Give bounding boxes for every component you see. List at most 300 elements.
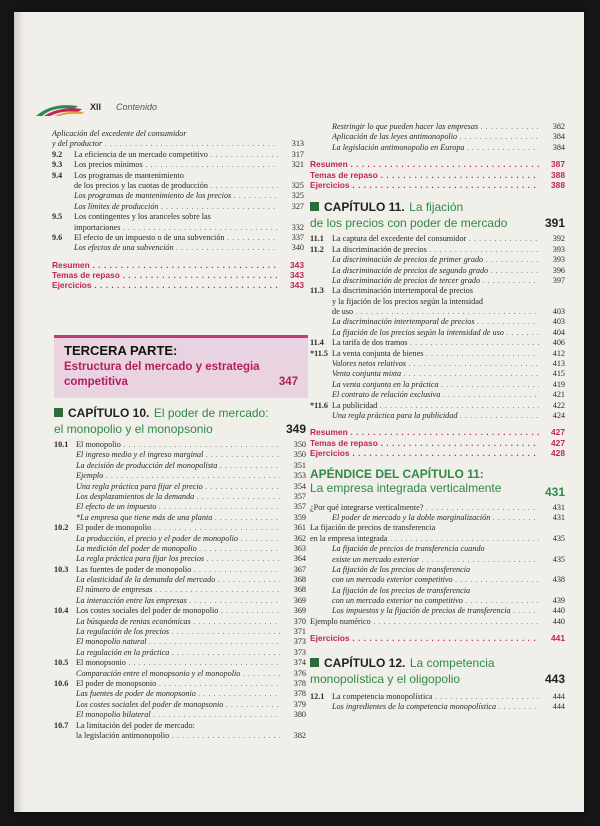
- toc-entry[interactable]: [310, 359, 565, 369]
- toc-entry[interactable]: [310, 180, 565, 190]
- entry-page: 435: [552, 554, 565, 564]
- entry-title: La tarifa de dos tramos . . .: [332, 338, 539, 348]
- section-number: 11.3: [310, 286, 324, 296]
- entry-title: Temas de repaso . . .: [310, 170, 539, 180]
- toc-entry[interactable]: [54, 637, 306, 647]
- entry-title: Resumen . . .: [310, 427, 539, 437]
- entry-title: La eficiencia de un mercado competitivo . . .: [74, 150, 278, 160]
- toc-entry[interactable]: [310, 276, 565, 286]
- toc-entry[interactable]: [52, 181, 304, 191]
- entry-title: La discriminación de precios de tercer grado . . .: [332, 276, 539, 286]
- part-three-banner[interactable]: [54, 335, 308, 398]
- section-number: 9.2: [52, 149, 63, 159]
- entry-title: La fijación de precios de transferencia cuando: [332, 544, 485, 554]
- toc-right-column: [310, 122, 565, 712]
- entry-title: El ingreso medio y el ingreso marginal . . .: [76, 450, 280, 460]
- toc-entry[interactable]: [310, 297, 565, 307]
- section-number: 10.6: [54, 678, 69, 688]
- book-page: [14, 12, 584, 812]
- section-number: 9.6: [52, 232, 63, 242]
- entry-title: Ejemplo . . .: [76, 471, 280, 481]
- entry-page: 422: [552, 400, 565, 410]
- entry-page: 393: [552, 255, 565, 265]
- entry-title: Los ingredientes de la competencia monopolística . . .: [332, 702, 539, 712]
- chapter10-block: [54, 404, 306, 741]
- entry-title: La producción, el precio y el poder de monopolio . . .: [76, 534, 280, 544]
- toc-entry[interactable]: [52, 270, 304, 280]
- toc-entry[interactable]: [310, 617, 565, 627]
- entry-title: El efecto de un impuesto o de una subvención . . .: [74, 233, 278, 243]
- entry-page: 428: [551, 448, 565, 459]
- section-number: 9.4: [52, 170, 63, 180]
- entry-page: 382: [293, 730, 306, 740]
- section-number: 11.2: [310, 244, 324, 254]
- toc-entry[interactable]: [54, 606, 306, 616]
- toc-entry[interactable]: [310, 555, 565, 565]
- appendix11-heading[interactable]: [310, 467, 565, 499]
- chapter11-title-line2: de los precios con poder de mercado: [310, 216, 508, 231]
- entry-title: de los precios y las cuotas de producción . . .: [74, 181, 278, 191]
- entry-page: 384: [552, 132, 565, 142]
- part-subtitle-line2: competitiva: [64, 376, 128, 388]
- entry-page: 440: [552, 616, 565, 626]
- entry-title: y la fijación de los precios según la intensidad: [332, 296, 483, 306]
- toc-entry[interactable]: [310, 513, 565, 523]
- entry-page: 421: [552, 390, 565, 400]
- entry-page: 404: [552, 327, 565, 337]
- chapter10-heading[interactable]: [54, 404, 306, 436]
- toc-entry[interactable]: [310, 401, 565, 411]
- entry-page: 438: [552, 575, 565, 585]
- toc-entry[interactable]: [52, 139, 304, 149]
- appendix11-title-line2: La empresa integrada verticalmente: [310, 480, 502, 495]
- entry-page: 325: [291, 191, 304, 201]
- entry-title: *La empresa que tiene más de una planta . . .: [76, 513, 280, 523]
- entry-page: 369: [293, 606, 306, 616]
- entry-page: 384: [552, 142, 565, 152]
- entry-page: 378: [293, 689, 306, 699]
- toc-entry[interactable]: [310, 692, 565, 702]
- entry-title: Ejercicios . . .: [310, 633, 539, 643]
- entry-title: Ejemplo numérico . . .: [310, 617, 539, 627]
- entry-page: 369: [293, 595, 306, 605]
- entry-page: 367: [293, 564, 306, 574]
- toc-entry[interactable]: [54, 450, 306, 460]
- page-number: XII: [90, 102, 102, 112]
- entry-title: El número de empresas . . .: [76, 585, 280, 595]
- toc-entry[interactable]: [54, 461, 306, 471]
- entry-page: 357: [293, 491, 306, 501]
- section-number: 10.2: [54, 523, 69, 533]
- entry-title: Ejercicios . . .: [310, 448, 539, 458]
- entry-title: Los desplazamientos de la demanda . . .: [76, 492, 280, 502]
- entry-title: Los efectos de una subvención . . .: [74, 243, 278, 253]
- toc-entry[interactable]: [54, 679, 306, 689]
- entry-page: 364: [293, 554, 306, 564]
- toc-entry[interactable]: [52, 171, 304, 181]
- section-number: 10.3: [54, 564, 69, 574]
- toc-entry[interactable]: [310, 596, 565, 606]
- entry-title: El monopolio bilateral . . .: [76, 710, 280, 720]
- entry-page: 313: [291, 139, 304, 149]
- chapter11-entries: [310, 234, 565, 458]
- entry-title: Una regla práctica para la publicidad . . .: [332, 411, 539, 421]
- entry-page: 397: [552, 275, 565, 285]
- toc-entry[interactable]: [52, 233, 304, 243]
- entry-title: La regulación de los precios . . .: [76, 627, 280, 637]
- entry-title: Los programas de mantenimiento de los precios . . .: [74, 191, 278, 201]
- entry-title: Temas de repaso . . .: [310, 438, 539, 448]
- entry-page: 419: [552, 379, 565, 389]
- entry-title: Restringir lo que pueden hacer las empresas . . .: [332, 122, 539, 132]
- toc-entry[interactable]: [310, 606, 565, 616]
- chapter-marker-icon: [54, 408, 63, 417]
- toc-entry[interactable]: [52, 129, 304, 139]
- entry-page: 362: [293, 533, 306, 543]
- entry-title: La interacción entre las empresas . . .: [76, 596, 280, 606]
- entry-title: El contrato de relación exclusiva . . .: [332, 390, 539, 400]
- entry-title: La discriminación intertemporal de precios . . .: [332, 317, 539, 327]
- appendix11-title-line1: APÉNDICE DEL CAPÍTULO 11:: [310, 466, 484, 481]
- toc-entry[interactable]: [52, 280, 304, 290]
- toc-entry[interactable]: [54, 710, 306, 720]
- entry-page: 373: [293, 647, 306, 657]
- entry-title: Los impuestos y la fijación de precios de transferencia . . .: [332, 606, 539, 616]
- entry-title: Los precios mínimos . . .: [74, 160, 278, 170]
- chapter12-heading[interactable]: [310, 654, 565, 686]
- entry-title: La discriminación de precios . . .: [332, 245, 539, 255]
- toc-section-chapter10-end: [310, 122, 565, 190]
- toc-entry[interactable]: [54, 700, 306, 710]
- entry-page: 343: [290, 280, 304, 291]
- entry-page: 378: [293, 678, 306, 688]
- toc-entry[interactable]: [54, 721, 306, 731]
- entry-title: La búsqueda de rentas económicas . . .: [76, 617, 280, 627]
- entry-page: 382: [552, 122, 565, 131]
- toc-entry[interactable]: [310, 565, 565, 575]
- entry-title: ¿Por qué integrarse verticalmente? . . .: [310, 503, 539, 513]
- entry-title: Los límites de producción . . .: [74, 202, 278, 212]
- toc-entry[interactable]: [310, 575, 565, 585]
- entry-title: El poder de monopsonio . . .: [76, 679, 280, 689]
- entry-title: importaciones . . .: [74, 223, 278, 233]
- chapter12-title-line1: La competencia: [409, 655, 495, 670]
- chapter10-label: CAPÍTULO 10.: [68, 406, 150, 420]
- toc-entry[interactable]: [310, 633, 565, 643]
- entry-page: 396: [552, 265, 565, 275]
- entry-title: La regla práctica para fijar los precios . . .: [76, 554, 280, 564]
- toc-entry[interactable]: [310, 170, 565, 180]
- entry-title: La fijación de precios de transferencia: [310, 523, 436, 533]
- entry-page: 350: [293, 440, 306, 449]
- toc-entry[interactable]: [310, 266, 565, 276]
- toc-entry[interactable]: [310, 586, 565, 596]
- entry-page: 343: [290, 259, 304, 270]
- section-number: 10.7: [54, 720, 69, 730]
- toc-entry[interactable]: [310, 132, 565, 142]
- entry-title: Aplicación del excedente del consumidor: [52, 129, 187, 138]
- entry-title: Las fuentes de poder de monopolio . . .: [76, 565, 280, 575]
- chapter12-label: CAPÍTULO 12.: [324, 655, 406, 670]
- toc-entry[interactable]: [54, 689, 306, 699]
- entry-page: 393: [552, 244, 565, 254]
- toc-entry[interactable]: [52, 223, 304, 233]
- toc-entry[interactable]: [310, 338, 565, 348]
- entry-title: Venta conjunta mixta . . .: [332, 369, 539, 379]
- toc-entry[interactable]: [54, 575, 306, 585]
- toc-entry[interactable]: [310, 380, 565, 390]
- part-subtitle-line1: Estructura del mercado y estrategia: [64, 361, 260, 373]
- appendix11-page: 431: [544, 484, 565, 499]
- section-number: 9.5: [52, 212, 63, 222]
- toc-entry[interactable]: [310, 427, 565, 437]
- entry-title: Ejercicios . . .: [52, 280, 278, 290]
- entry-title: con un mercado exterior competitivo . . .: [332, 575, 539, 585]
- entry-page: 413: [552, 359, 565, 369]
- entry-title: La elasticidad de la demanda del mercado . . .: [76, 575, 280, 585]
- entry-page: 340: [291, 243, 304, 253]
- part-title: TERCERA PARTE:: [64, 343, 178, 358]
- toc-entry[interactable]: [52, 150, 304, 160]
- entry-title: Resumen . . .: [310, 159, 539, 169]
- entry-title: Los costes sociales del poder de monopolio . . .: [76, 606, 280, 616]
- entry-title: La decisión de producción del monopolista . . .: [76, 461, 280, 471]
- part-page-number: 347: [278, 376, 298, 388]
- entry-title: El monopolio . . .: [76, 440, 280, 450]
- entry-title: La limitación del poder de mercado:: [76, 720, 195, 730]
- entry-page: 354: [293, 481, 306, 491]
- toc-entry[interactable]: [54, 471, 306, 481]
- entry-page: 387: [551, 159, 565, 170]
- section-number: 11.4: [310, 338, 324, 348]
- toc-entry[interactable]: [54, 492, 306, 502]
- toc-entry[interactable]: [310, 390, 565, 400]
- entry-page: 327: [291, 201, 304, 211]
- entry-page: 373: [293, 637, 306, 647]
- toc-entry[interactable]: [54, 482, 306, 492]
- section-number: 12.1: [310, 691, 325, 701]
- entry-page: 431: [552, 512, 565, 522]
- entry-title: y del productor . . .: [52, 139, 278, 149]
- toc-entry[interactable]: [54, 596, 306, 606]
- toc-entry[interactable]: [54, 669, 306, 679]
- toc-left-column: [52, 129, 304, 291]
- toc-entry[interactable]: [310, 503, 565, 513]
- toc-entry[interactable]: [310, 286, 565, 296]
- chapter-marker-icon: [310, 658, 319, 667]
- entry-title: de uso . . .: [332, 307, 539, 317]
- entry-title: Aplicación de las leyes antimonopolio . . .: [332, 132, 539, 142]
- toc-entry[interactable]: [54, 658, 306, 668]
- entry-page: 353: [293, 471, 306, 481]
- entry-page: 415: [552, 369, 565, 379]
- toc-entry[interactable]: [54, 523, 306, 533]
- section-number: *11.6: [310, 400, 328, 410]
- toc-entry[interactable]: [310, 448, 565, 458]
- entry-page: 380: [293, 710, 306, 720]
- toc-entry[interactable]: [54, 513, 306, 523]
- toc-entry[interactable]: [310, 143, 565, 153]
- entry-page: 368: [293, 575, 306, 585]
- toc-entry[interactable]: [310, 523, 565, 533]
- chapter11-page: 391: [544, 216, 565, 231]
- section-number: *11.5: [310, 348, 328, 358]
- toc-entry[interactable]: [310, 255, 565, 265]
- toc-entry[interactable]: [310, 234, 565, 244]
- toc-entry[interactable]: [310, 534, 565, 544]
- entry-title: Los contingentes y los aranceles sobre las: [74, 212, 211, 222]
- entry-page: 376: [293, 668, 306, 678]
- entry-page: 317: [291, 149, 304, 159]
- toc-entry[interactable]: [310, 544, 565, 554]
- entry-page: 427: [551, 427, 565, 438]
- toc-entry[interactable]: [310, 702, 565, 712]
- toc-entry[interactable]: [52, 212, 304, 222]
- entry-page: 403: [552, 307, 565, 317]
- toc-entry[interactable]: [52, 160, 304, 170]
- chapter10-entries: [54, 440, 306, 741]
- toc-entry[interactable]: [54, 617, 306, 627]
- entry-title: La fijación de los precios según la intensidad de uso . . .: [332, 328, 539, 338]
- toc-entry[interactable]: [52, 202, 304, 212]
- entry-page: 403: [552, 317, 565, 327]
- chapter11-title-line1: La fijación: [409, 200, 464, 215]
- entry-page: 325: [291, 180, 304, 190]
- entry-title: El poder de monopolio . . .: [76, 523, 280, 533]
- entry-page: 374: [293, 658, 306, 668]
- chapter12-page: 443: [544, 671, 565, 686]
- entry-title: Una regla práctica para fijar el precio . . .: [76, 482, 280, 492]
- entry-title: la legislación antimonopolio . . .: [76, 731, 280, 741]
- page-binding-shadow: [14, 12, 24, 812]
- entry-title: La discriminación intertemporal de precios: [332, 286, 473, 296]
- entry-page: 439: [552, 596, 565, 606]
- entry-title: La venta conjunta en la práctica . . .: [332, 380, 539, 390]
- chapter12-title-line2: monopolística y el oligopolio: [310, 671, 461, 686]
- toc-entry[interactable]: [310, 328, 565, 338]
- toc-entry[interactable]: [54, 648, 306, 658]
- toc-entry[interactable]: [310, 369, 565, 379]
- entry-page: 406: [552, 338, 565, 348]
- entry-page: 368: [293, 585, 306, 595]
- entry-page: 388: [551, 169, 565, 180]
- chapter11-label: CAPÍTULO 11.: [324, 200, 405, 215]
- entry-title: existe un mercado exterior . . .: [332, 555, 539, 565]
- toc-entry[interactable]: [52, 260, 304, 270]
- entry-page: 343: [290, 270, 304, 281]
- entry-page: 435: [552, 533, 565, 543]
- entry-title: La legislación antimonopolio en Europa . . .: [332, 143, 539, 153]
- entry-page: 424: [552, 410, 565, 420]
- toc-entry[interactable]: [52, 191, 304, 201]
- section-number: 9.3: [52, 160, 63, 170]
- entry-page: 337: [291, 232, 304, 242]
- entry-title: La discriminación de precios de segundo grado . . .: [332, 266, 539, 276]
- entry-title: Los costes sociales del poder de monopsonio . . .: [76, 700, 280, 710]
- toc-entry[interactable]: [310, 411, 565, 421]
- section-number: 10.5: [54, 658, 69, 668]
- toc-entry[interactable]: [310, 122, 565, 132]
- entry-page: 431: [552, 502, 565, 512]
- entry-page: 361: [293, 523, 306, 533]
- entry-title: La regulación en la práctica . . .: [76, 648, 280, 658]
- chapter12-entries: [310, 692, 565, 713]
- toc-entry[interactable]: [310, 159, 565, 169]
- entry-title: La medición del poder de monopolio . . .: [76, 544, 280, 554]
- entry-page: 440: [552, 606, 565, 616]
- toc-entry[interactable]: [310, 349, 565, 359]
- toc-entry[interactable]: [54, 440, 306, 450]
- running-title: Contenido: [116, 102, 158, 112]
- entry-page: 388: [551, 179, 565, 190]
- entry-title: Temas de repaso . . .: [52, 270, 278, 280]
- entry-title: El efecto de un impuesto . . .: [76, 502, 280, 512]
- entry-title: La fijación de los precios de transferencia: [332, 564, 471, 574]
- entry-page: 351: [293, 460, 306, 470]
- entry-page: 412: [552, 348, 565, 358]
- entry-title: La venta conjunta de bienes . . .: [332, 349, 539, 359]
- toc-entry[interactable]: [54, 565, 306, 575]
- chapter10-title-line1: El poder de mercado:: [153, 406, 269, 420]
- toc-entry[interactable]: [54, 554, 306, 564]
- toc-entry[interactable]: [54, 534, 306, 544]
- entry-page: 444: [552, 691, 565, 701]
- toc-section-chapter9-end: [52, 129, 304, 291]
- entry-title: Valores netos relativos . . .: [332, 359, 539, 369]
- entry-page: 379: [293, 699, 306, 709]
- entry-page: 321: [291, 160, 304, 170]
- section-number: 10.4: [54, 606, 69, 616]
- toc-entry[interactable]: [310, 307, 565, 317]
- entry-page: 371: [293, 627, 306, 637]
- entry-page: 350: [293, 450, 306, 460]
- entry-page: 363: [293, 543, 306, 553]
- entry-title: Las fuentes de poder de monopsonio . . .: [76, 689, 280, 699]
- entry-title: El poder de mercado y la doble marginalización . . .: [332, 513, 539, 523]
- toc-entry[interactable]: [310, 438, 565, 448]
- toc-entry[interactable]: [54, 502, 306, 512]
- entry-title: Los programas de mantenimiento: [74, 170, 184, 180]
- appendix11-entries: [310, 503, 565, 644]
- chapter-marker-icon: [310, 202, 319, 211]
- toc-entry[interactable]: [54, 627, 306, 637]
- page-header: [34, 100, 234, 118]
- entry-title: con un mercado exterior no competitivo . . .: [332, 596, 539, 606]
- toc-entry[interactable]: [54, 731, 306, 741]
- entry-title: La fijación de los precios de transferencia: [332, 585, 471, 595]
- toc-entry[interactable]: [310, 317, 565, 327]
- entry-page: 427: [551, 437, 565, 448]
- chapter10-page: 349: [285, 422, 306, 436]
- entry-title: Resumen . . .: [52, 260, 278, 270]
- toc-entry[interactable]: [52, 243, 304, 253]
- entry-page: 359: [293, 512, 306, 522]
- entry-title: La publicidad . . .: [332, 401, 539, 411]
- toc-entry[interactable]: [54, 585, 306, 595]
- entry-page: 332: [291, 222, 304, 232]
- entry-page: 357: [293, 502, 306, 512]
- section-number: 11.1: [310, 234, 324, 244]
- section-number: 10.1: [54, 440, 69, 449]
- publisher-logo-icon: [34, 100, 86, 118]
- entry-title: Comparación entre el monopsonio y el monopolio . . .: [76, 669, 280, 679]
- entry-page: 370: [293, 616, 306, 626]
- entry-title: El monopolio natural . . .: [76, 637, 280, 647]
- entry-page: 441: [551, 633, 565, 644]
- chapter11-heading[interactable]: [310, 198, 565, 230]
- toc-entry[interactable]: [310, 245, 565, 255]
- toc-entry[interactable]: [54, 544, 306, 554]
